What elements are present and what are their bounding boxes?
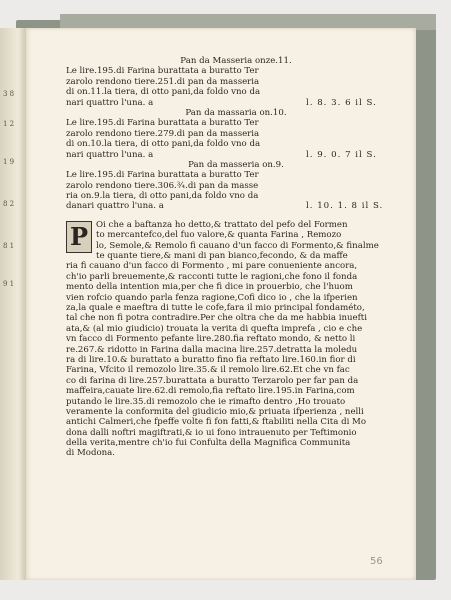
- paragraph-line: ata,& (al mio giudicio) trouata la verita di quefta imprefa , cio e che: [66, 323, 363, 334]
- paragraph-line: antichi Calmeri,che fpeffe volte fi fon fatti,& ftabiliti nella Cita di Mo: [66, 417, 367, 428]
- block-heading: Pan da masseria on.9.: [188, 159, 284, 170]
- page-text: [66, 56, 406, 459]
- paragraph-line: ch'io parli breuemente,& racconti tutte le ragioni,che fono il fonda: [66, 271, 358, 282]
- block-line: nari quattro l'una. a: [66, 97, 154, 108]
- paragraph-line: re.267.& ridotto in Farina dalla macina lire.257.detratta la moledu: [66, 344, 358, 355]
- paragraph-line: Oi che a baftanza ho detto,& trattato del pefo del Formen: [96, 219, 348, 230]
- block-line: Le lire.195.di Farina burattata a buratto Ter: [66, 170, 259, 181]
- block-heading: Pan da Masseria onze.11.: [180, 56, 292, 66]
- paragraph-line: co di farina di lire.257.burattata a buratto Terzarolo per far pan da: [66, 375, 359, 386]
- paragraph-line: maffeira,cauate lire.62.di remolo,fia reftato lire.195.in Farina,com: [66, 386, 355, 397]
- block-line: zarolo rendono tiere.251.di pan da masseria: [66, 76, 260, 87]
- paragraph-line: veramente la conformita del giudicio mio,& priuata ifperienza , nelli: [66, 406, 364, 417]
- edge-number: 8 2: [3, 200, 15, 208]
- paragraph-line: lo, Semole,& Remolo fi cauano d'un facco di Formento,& finalme: [96, 240, 379, 251]
- paragraph-line: tal che non fi potra contradire.Per che oltra che da me habbia inuefti: [66, 313, 367, 324]
- spacer: [66, 212, 406, 220]
- left-page-edge: [0, 28, 27, 580]
- price-amount: l. 10. 1. 8 il S.: [306, 201, 384, 212]
- paragraph-line: dona dalli noftri magiftrati,& io ui fono intrauenuto per Teftimonio: [66, 427, 357, 438]
- block-line: zarolo rendono tiere.279.di pan da masseria: [66, 128, 260, 139]
- book-page: [26, 28, 416, 580]
- block-last-line: [66, 201, 406, 211]
- edge-number: 8 1: [3, 242, 15, 250]
- block-line: ria on.9.la tiera, di otto pani,da foldo vno da: [66, 191, 259, 202]
- paragraph-line: to mercantefco,del fuo valore,& quanta Farina , Remozo: [96, 230, 342, 241]
- block-heading: Pan da massaria on.10.: [185, 107, 287, 118]
- paragraph-lines: [66, 261, 406, 458]
- paragraph-line: mento della intention mia,per che fi dice in prouerbio, che l'huom: [66, 282, 353, 293]
- block-line: di on.10.la tiera, di otto pani,da foldo vno da: [66, 139, 261, 150]
- pencil-folio-note: 56: [370, 556, 383, 567]
- decorated-initial: P: [66, 221, 92, 253]
- price-amount: l. 9. 0. 7 il S.: [306, 149, 377, 160]
- paragraph-line: vn facco di Formento pefante lire.280.fia reftato mondo, & netto li: [66, 334, 356, 345]
- price-block: [66, 108, 406, 160]
- edge-number: 9 1: [3, 280, 15, 288]
- block-line: di on.11.la tiera, di otto pani,da foldo vno da: [66, 87, 261, 98]
- block-line: nari quattro l'una. a: [66, 149, 154, 160]
- paragraph-line: della verita,mentre ch'io fui Confulta della Magnifica Communita: [66, 438, 351, 449]
- edge-number: 1 2: [3, 120, 15, 128]
- price-amount: l. 8. 3. 6 il S.: [306, 97, 377, 108]
- block-last-line: [66, 98, 406, 108]
- block-line: Le lire.195.di Farina burattata a buratto Ter: [66, 118, 259, 129]
- price-block: [66, 56, 406, 108]
- block-last-line: [66, 150, 406, 160]
- paragraph-line: Farina, Vfcito il remozolo lire.35.& il remolo lire.62.Et che vn fac: [66, 365, 350, 376]
- paragraph-line: vien rofcio quando parla fenza ragione,Cofi dico io , che la ifperien: [66, 292, 358, 303]
- paragraph-line: putando le lire.35.di remozolo che ie rimafto dentro ,Ho trouato: [66, 396, 346, 407]
- paragraph-line: ra di lire.10.& burattato a buratto fino fia reftato lire.160.in fior di: [66, 354, 356, 365]
- paragraph-line: ria fi cauano d'un facco di Formento , mi pare conueniente ancora,: [66, 261, 358, 272]
- block-line: zarolo rendono tiere.306.¾.di pan da masse: [66, 180, 259, 191]
- body-paragraph: [66, 220, 406, 459]
- edge-number: 3 8: [3, 90, 15, 98]
- paragraph-line: za,la quale e maeftra di tutte le cofe,fara il mio principal fondaméto,: [66, 302, 365, 313]
- block-line: danari quattro l'una. a: [66, 201, 164, 212]
- edge-number: 1 9: [3, 158, 15, 166]
- price-block: [66, 160, 406, 212]
- paragraph-line: di Modona.: [66, 448, 116, 459]
- block-line: Le lire.195.di Farina burattata a buratto Ter: [66, 66, 259, 77]
- paragraph-line: te quante tiere,& mani di pan bianco,fecondo, & da maffe: [96, 251, 348, 262]
